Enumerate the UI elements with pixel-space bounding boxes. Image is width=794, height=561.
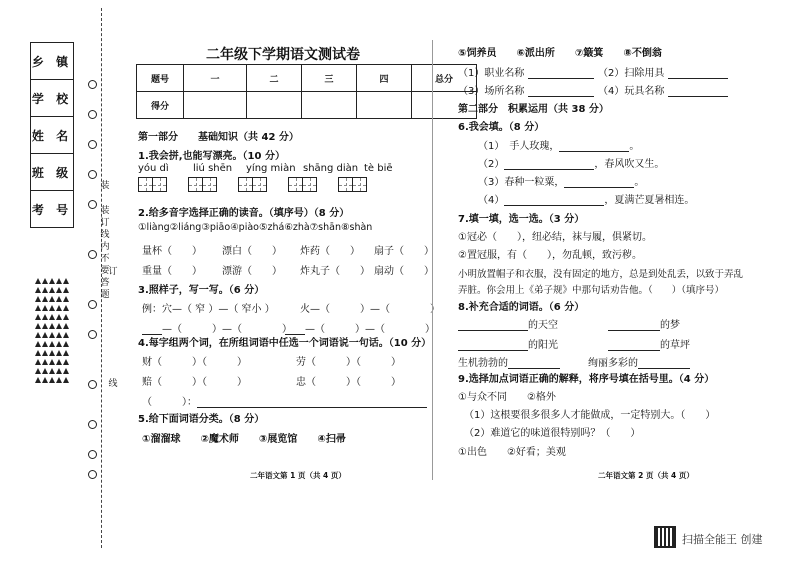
q8-item[interactable] [588, 354, 690, 369]
score-row-label: 得分 [137, 92, 184, 119]
page-divider [432, 40, 433, 480]
field-school: 学 校 [31, 80, 73, 117]
q2-item[interactable]: 炸药（ ） [300, 246, 360, 257]
q2-item[interactable]: 漂游（ ） [222, 266, 282, 277]
q9-item[interactable]: （1）这根要很多很多人才能做成，一定特别大。（ ） [464, 410, 716, 421]
q4-item[interactable]: 财（ ）（ ） [142, 357, 247, 368]
field-class: 班 级 [31, 154, 73, 191]
grid-pair[interactable] [238, 177, 266, 195]
q6-text: （1） 手人玫瑰， [478, 141, 560, 152]
r-items: ⑤饲养员 ⑥派出所 ⑦簸箕 ⑧不倒翁 [458, 48, 662, 59]
hole-circle [88, 200, 97, 209]
score-header: 四 [357, 65, 412, 92]
hole-circle [88, 330, 97, 339]
score-header: 总分 [412, 65, 477, 92]
q8-prompt: 8.补充合适的词语。（6 分） [458, 302, 585, 313]
hole-circle [88, 170, 97, 179]
score-header: 二 [247, 65, 302, 92]
part1-heading: 第一部分 基础知识（共 42 分） [138, 132, 299, 143]
q9-item[interactable]: （2）难道它的味道很特别吗？（ ） [464, 428, 641, 439]
q2-item[interactable]: 扇子（ ） [374, 246, 434, 257]
q3-item[interactable] [285, 320, 435, 335]
hole-circle [88, 470, 97, 479]
q6-text: （3）春种一粒粟， [478, 177, 565, 188]
q7-line: ②置冠服，有（ ），勿乱顿，致污秽。 [458, 250, 642, 261]
q6-item[interactable] [478, 191, 694, 206]
q2-options: ①liàng②liáng③piāo④piào⑤zhá⑥zhà⑦shān⑧shàn [138, 222, 373, 233]
score-cell[interactable] [184, 92, 247, 119]
q7-line: ①冠必（ ），纽必结，袜与履，俱紧切。 [458, 232, 652, 243]
hole-circle [88, 80, 97, 89]
class-label: （1）职业名称 [458, 68, 525, 79]
q7-line: 小明放置帽子和衣服，没有固定的地方，总是到处乱丢，以致于弄乱 [458, 269, 744, 280]
q6-item[interactable]: （1） 手人玫瑰， 。 [478, 141, 640, 152]
q4-item[interactable]: 劳（ ）（ ） [296, 357, 401, 368]
student-info-box [30, 42, 74, 228]
page-title: 二年级下学期语文测试卷 [206, 47, 360, 63]
class-item[interactable] [598, 64, 728, 79]
q8-item[interactable] [458, 336, 558, 351]
q8-text: 的阳光 [528, 340, 558, 351]
binding-notice: 装订线内不要答题 [100, 206, 110, 300]
q8-text: 的天空 [528, 320, 558, 331]
class-item[interactable] [458, 82, 594, 97]
q7-prompt: 7.填一填，选一选。（3 分） [458, 214, 585, 225]
pinyin: yíng miàn [246, 163, 296, 174]
q6-text: （4） [478, 195, 505, 206]
q3-example: 例：穴—（ 窄 ）—（ 窄小 ） [142, 304, 275, 315]
q6-item[interactable]: （3）春种一粒粟， 。 [478, 177, 645, 188]
pinyin: liú shēn [193, 163, 233, 174]
q3-item[interactable] [142, 320, 292, 335]
score-table [136, 64, 477, 119]
q4-prompt: 4.每字组两个词，在所组词语中任选一个词语说一句话。（10 分） [138, 338, 432, 349]
q8-item[interactable] [458, 316, 558, 331]
score-cell[interactable] [357, 92, 412, 119]
hole-circle [88, 250, 97, 259]
score-header: 题号 [137, 65, 184, 92]
pinyin: tè biē [364, 163, 393, 174]
q2-item[interactable]: 漂白（ ） [222, 246, 282, 257]
q8-text: 的草坪 [660, 340, 690, 351]
score-cell[interactable] [302, 92, 357, 119]
q6-item[interactable] [478, 155, 664, 170]
score-cell[interactable] [247, 92, 302, 119]
hole-circle [88, 140, 97, 149]
grid-pair[interactable] [288, 177, 316, 195]
q8-item[interactable] [608, 316, 680, 331]
class-item[interactable] [598, 82, 728, 97]
page-footer-right: 二年语文第 2 页（共 4 页） [598, 471, 694, 480]
q9-options: ①与众不同 ②格外 [458, 392, 556, 403]
field-town: 乡 镇 [31, 43, 73, 80]
q5-items: ①溜溜球 ②魔术师 ③展览馆 ④扫帚 [142, 434, 346, 445]
q2-item[interactable]: 炸丸子（ ） [300, 266, 370, 277]
triangle-pattern [30, 278, 74, 386]
q8-text: 绚丽多彩的 [588, 358, 638, 369]
field-name: 姓 名 [31, 117, 73, 154]
hole-circle [88, 380, 97, 389]
class-label: （2）扫除用具 [598, 68, 665, 79]
score-header: 三 [302, 65, 357, 92]
q9-options: ①出色 ②好看；美观 [458, 447, 566, 458]
q8-item[interactable] [458, 354, 560, 369]
q3-blank-text: —（ ）—（ ） [305, 324, 435, 335]
q3-prompt: 3.照样子，写一写。（6 分） [138, 285, 265, 296]
q6-text: ，夏满芒夏暑相连。 [604, 195, 695, 206]
q4-item[interactable]: 忠（ ）（ ） [296, 377, 401, 388]
class-label: （3）场所名称 [458, 86, 525, 97]
pinyin: yóu dì [138, 163, 169, 174]
hole-circle [88, 110, 97, 119]
grid-pair[interactable] [188, 177, 216, 195]
qr-code-icon [654, 526, 676, 548]
q7-line: 弄脏。你会用上《弟子规》中那句话劝告他。（ ）（填序号） [458, 285, 725, 296]
page-footer-left: 二年语文第 1 页（共 4 页） [250, 471, 346, 480]
part2-heading: 第二部分 积累运用（共 38 分） [458, 104, 609, 115]
label-ding: 订 [108, 267, 118, 277]
q5-prompt: 5.给下面词语分类。（8 分） [138, 414, 265, 425]
q2-item[interactable]: 重量（ ） [142, 266, 202, 277]
class-item[interactable] [458, 64, 594, 79]
hole-circle [88, 450, 97, 459]
q8-text: 生机勃勃的 [458, 358, 508, 369]
label-zhuang: 装 [100, 181, 110, 191]
q4-sentence[interactable] [142, 393, 427, 408]
grid-pair[interactable] [138, 177, 166, 195]
hole-circle [88, 420, 97, 429]
q8-item[interactable] [608, 336, 690, 351]
q6-prompt: 6.我会填。（8 分） [458, 122, 545, 133]
q2-prompt: 2.给多音字选择正确的读音。（填序号）（8 分） [138, 208, 350, 219]
field-id: 考 号 [31, 202, 73, 217]
pinyin: shāng diàn [303, 163, 359, 174]
q1-prompt: 1.我会拼,也能写漂亮。（10 分） [138, 151, 285, 162]
label-xian: 线 [108, 379, 118, 389]
q2-item[interactable]: 扇动（ ） [374, 266, 434, 277]
scanner-watermark: 扫描全能王 创建 [682, 533, 763, 546]
grid-pair[interactable] [338, 177, 366, 195]
q6-text: （2） [478, 159, 505, 170]
q9-prompt: 9.选择加点词语正确的解释，将序号填在括号里。（4 分） [458, 374, 715, 385]
writing-grids [138, 177, 366, 195]
q4-sentence-label: （ ）： [142, 397, 197, 408]
score-header: 一 [184, 65, 247, 92]
class-label: （4）玩具名称 [598, 86, 665, 97]
hole-circle [88, 300, 97, 309]
q2-item[interactable]: 量杯（ ） [142, 246, 202, 257]
q3-blank-text: —（ ）—（ ） [162, 324, 292, 335]
q8-text: 的梦 [660, 320, 680, 331]
q6-text: ，春风吹又生。 [594, 159, 665, 170]
q3-item[interactable]: 火—（ ）—（ ） [300, 304, 440, 315]
q4-item[interactable]: 赔（ ）（ ） [142, 377, 247, 388]
